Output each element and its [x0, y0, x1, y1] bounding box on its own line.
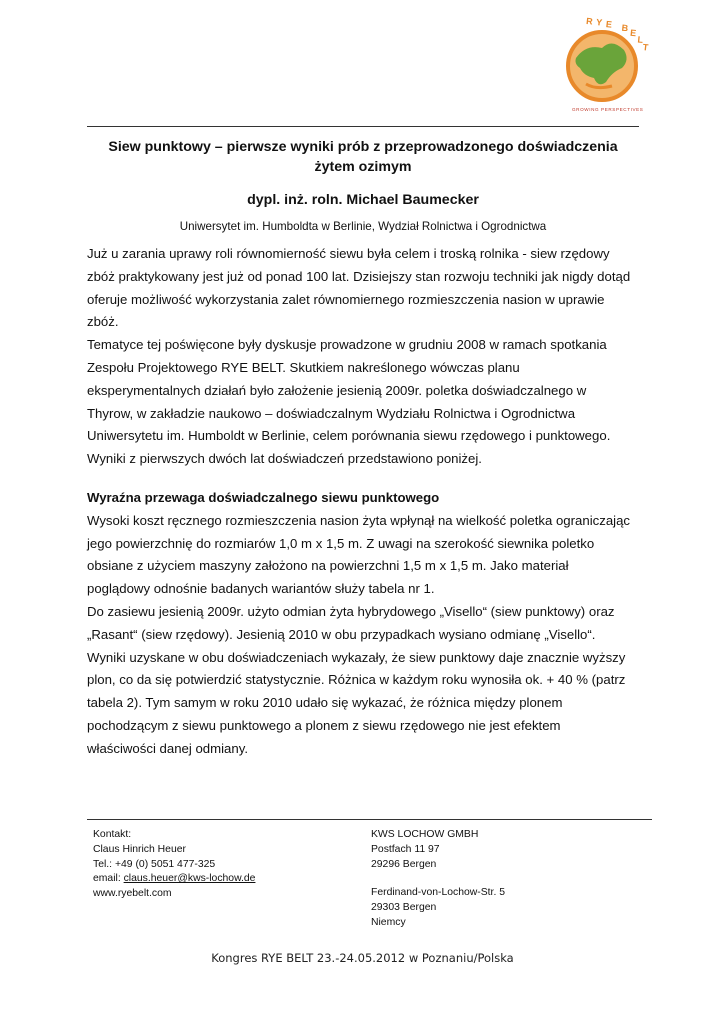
- section-heading: Wyraźna przewaga doświadczalnego siewu punktowego: [87, 490, 440, 505]
- company-postbox-city: 29296 Bergen: [371, 858, 437, 870]
- text-line: Uniwersytetu im. Humboldt w Berlinie, celem porównania siewu rzędowego i punktowego.: [87, 428, 611, 444]
- contact-block: [93, 828, 255, 902]
- text-line: Wyniki z pierwszych dwóch lat doświadczeń przedstawiono poniżej.: [87, 451, 482, 467]
- text-line: Tematyce tej poświęcone były dyskusje prowadzone w grudniu 2008 w ramach spotkania: [87, 337, 607, 353]
- text-line: pochodzącym z siewu punktowego a plonem z siewu rzędowego nie jest efektem: [87, 717, 561, 733]
- text-line: Wyniki uzyskane w obu doświadczeniach wykazały, że siew punktowy daje znacznie wyższy: [87, 649, 626, 665]
- text-line: Do zasiewu jesienią 2009r. użyto odmian żyta hybrydowego „Visello“ (siew punktowy) oraz: [87, 603, 615, 619]
- company-city: 29303 Bergen: [371, 902, 437, 914]
- contact-label: Kontakt:: [93, 829, 132, 840]
- affiliation: Uniwersytet im. Humboldta w Berlinie, Wydział Rolnictwa i Ogrodnictwa: [179, 220, 547, 233]
- spacer: [371, 872, 505, 886]
- company-street: Ferdinand-von-Lochow-Str. 5: [371, 887, 505, 899]
- rye-belt-logo: [556, 14, 662, 114]
- company-country: Niemcy: [371, 916, 406, 928]
- text-line: Już u zarania uprawy roli równomierność siewu była celem i troską rolnika - siew rzędowy: [87, 246, 610, 261]
- text-line: zbóż praktykowany jest już od ponad 100 lat. Dzisiejszy stan rozwoju techniki jak nigdy dotąd: [87, 268, 631, 284]
- text-line: obsiane z użyciem maszyny założono na powierzchni 1,5 m x 1,5 m. Jako materiał: [87, 558, 569, 574]
- company-name: KWS LOCHOW GMBH: [371, 829, 479, 840]
- title-line: Siew punktowy – pierwsze wyniki prób z przeprowadzonego doświadczenia: [108, 139, 618, 155]
- text-line: Thyrow, w zakładzie naukowo – doświadczalnym Wydziału Rolnictwa i Ogrodnictwa: [87, 405, 576, 421]
- title-line: żytem ozimym: [314, 158, 412, 175]
- text-line: plon, co da się potwierdzić statystycznie. Różnica w każdym roku wynosiła ok. + 40 % (patrz: [87, 672, 626, 688]
- contact-phone: Tel.: +49 (0) 5051 477-325: [93, 858, 216, 870]
- text-line: zbóż.: [87, 314, 119, 330]
- text-line: Wysoki koszt ręcznego rozmieszczenia nasion żyta wpłynął na wielkość poletka ograniczając: [87, 512, 631, 528]
- company-block: [371, 828, 505, 931]
- text-line: poglądowy odnośnie badanych wariantów służy tabela nr 1.: [87, 581, 435, 597]
- document-title: [87, 138, 639, 177]
- email-label: email:: [93, 873, 124, 885]
- text-line: jego powierzchnię do rozmiarów 1,0 m x 1,5 m. Z uwagi na szerokość siewnika poletko: [87, 535, 595, 551]
- page-footer: Kongres RYE BELT 23.-24.05.2012 w Poznaniu/Polska: [211, 951, 514, 965]
- contact-name: Claus Hinrich Heuer: [93, 843, 186, 855]
- email-link[interactable]: claus.heuer@kws-lochow.de: [123, 873, 256, 885]
- section-paragraph: [87, 487, 643, 761]
- text-line: tabela 2). Tym samym w roku 2010 udało się wykazać, że różnica między plonem: [87, 695, 563, 711]
- header-rule: [87, 126, 639, 127]
- text-line: właściwości danej odmiany.: [87, 740, 249, 756]
- contact-email-line: [93, 872, 255, 887]
- text-line: oferuje możliwość wykorzystania zalet równomiernego rozmieszczenia nasion w uprawie: [87, 291, 605, 307]
- footer-rule: [87, 819, 652, 820]
- logo-tagline: GROWING PERSPECTIVES: [572, 107, 644, 112]
- text-line: eksperymentalnych działań było założenie jesienią 2009r. poletka doświadczalnego w: [87, 382, 587, 398]
- website-link[interactable]: www.ryebelt.com: [93, 888, 172, 900]
- text-line: Zespołu Projektowego RYE BELT. Skutkiem nakreślonego wówczas planu: [87, 359, 520, 375]
- company-postbox: Postfach 11 97: [371, 843, 440, 855]
- text-line: „Rasant“ (siew rzędowy). Jesienią 2010 w obu przypadkach wysiano odmianę „Visello“.: [87, 626, 596, 642]
- author: dypl. inż. roln. Michael Baumecker: [247, 192, 479, 208]
- intro-paragraph: [87, 243, 643, 471]
- logo-text: R Y E BELT: [585, 15, 649, 53]
